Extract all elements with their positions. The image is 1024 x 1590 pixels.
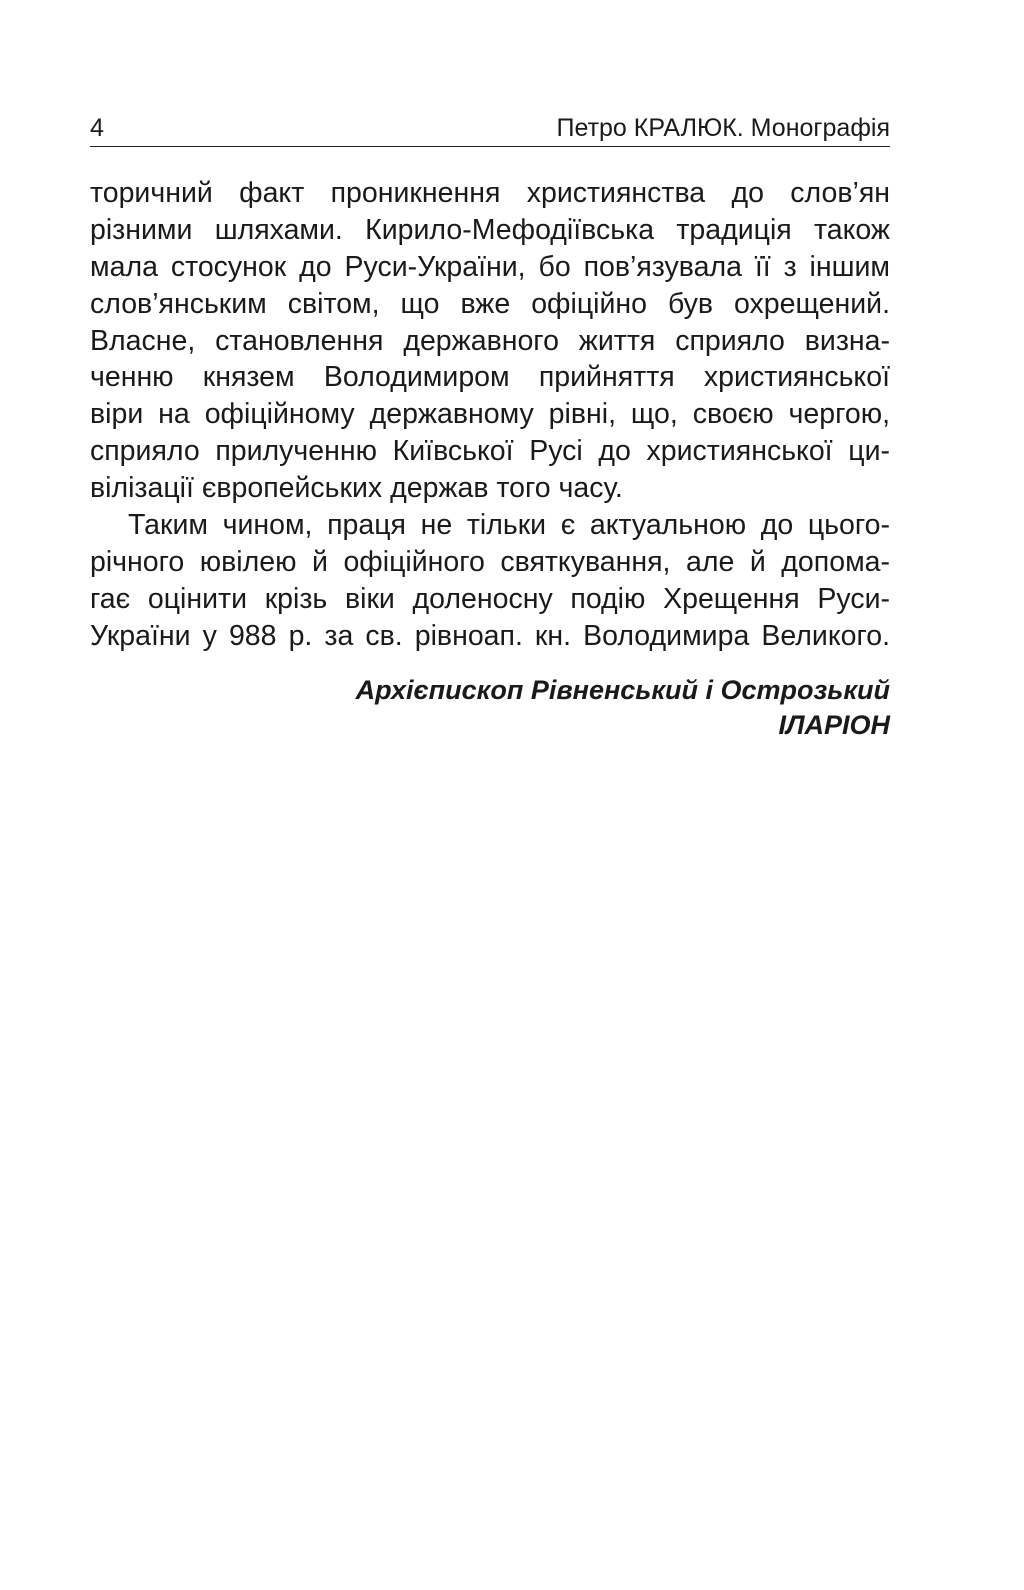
text-line: слов’янським світом, що вже офіційно був охрещений. bbox=[90, 287, 890, 320]
text-line: віри на офіційному державному рівні, що, своєю чергою, bbox=[90, 398, 890, 431]
page-number: 4 bbox=[90, 114, 104, 142]
text-line: України у 988 р. за св. рівноап. кн. Володимира Великого. bbox=[90, 619, 890, 652]
signature-title: Архієпископ Рівненський і Острозький bbox=[355, 675, 890, 705]
text-line: Власне, становлення державного життя сприяло визна- bbox=[90, 324, 890, 357]
text-line: сприяло прилученню Київської Русі до християнської ци- bbox=[90, 435, 890, 468]
text-line: вілізації європейських держав того часу. bbox=[90, 472, 623, 505]
paragraph-1 bbox=[90, 175, 890, 507]
text-line: ченню князем Володимиром прийняття християнської bbox=[90, 361, 890, 394]
text-line: Таким чином, праця не тільки є актуальною до цього- bbox=[128, 509, 890, 542]
signature-block bbox=[356, 673, 890, 743]
signature-name: ІЛАРІОН bbox=[778, 710, 890, 740]
text-line: різними шляхами. Кирило-Мефодіївська традиція також bbox=[90, 213, 890, 246]
text-line: торичний факт проникнення християнства до слов’ян bbox=[90, 177, 890, 209]
text-line: гає оцінити крізь віки доленосну подію Хрещення Руси- bbox=[90, 582, 890, 615]
text-line: мала стосунок до Руси-України, бо пов’язувала її з іншим bbox=[90, 250, 890, 283]
paragraph-2 bbox=[90, 507, 890, 655]
body-text bbox=[90, 175, 890, 655]
text-line: річного ювілею й офіційного святкування, але й допома- bbox=[90, 545, 890, 578]
page-header bbox=[90, 112, 890, 147]
running-title: Петро КРАЛЮК. Монографія bbox=[556, 114, 890, 142]
